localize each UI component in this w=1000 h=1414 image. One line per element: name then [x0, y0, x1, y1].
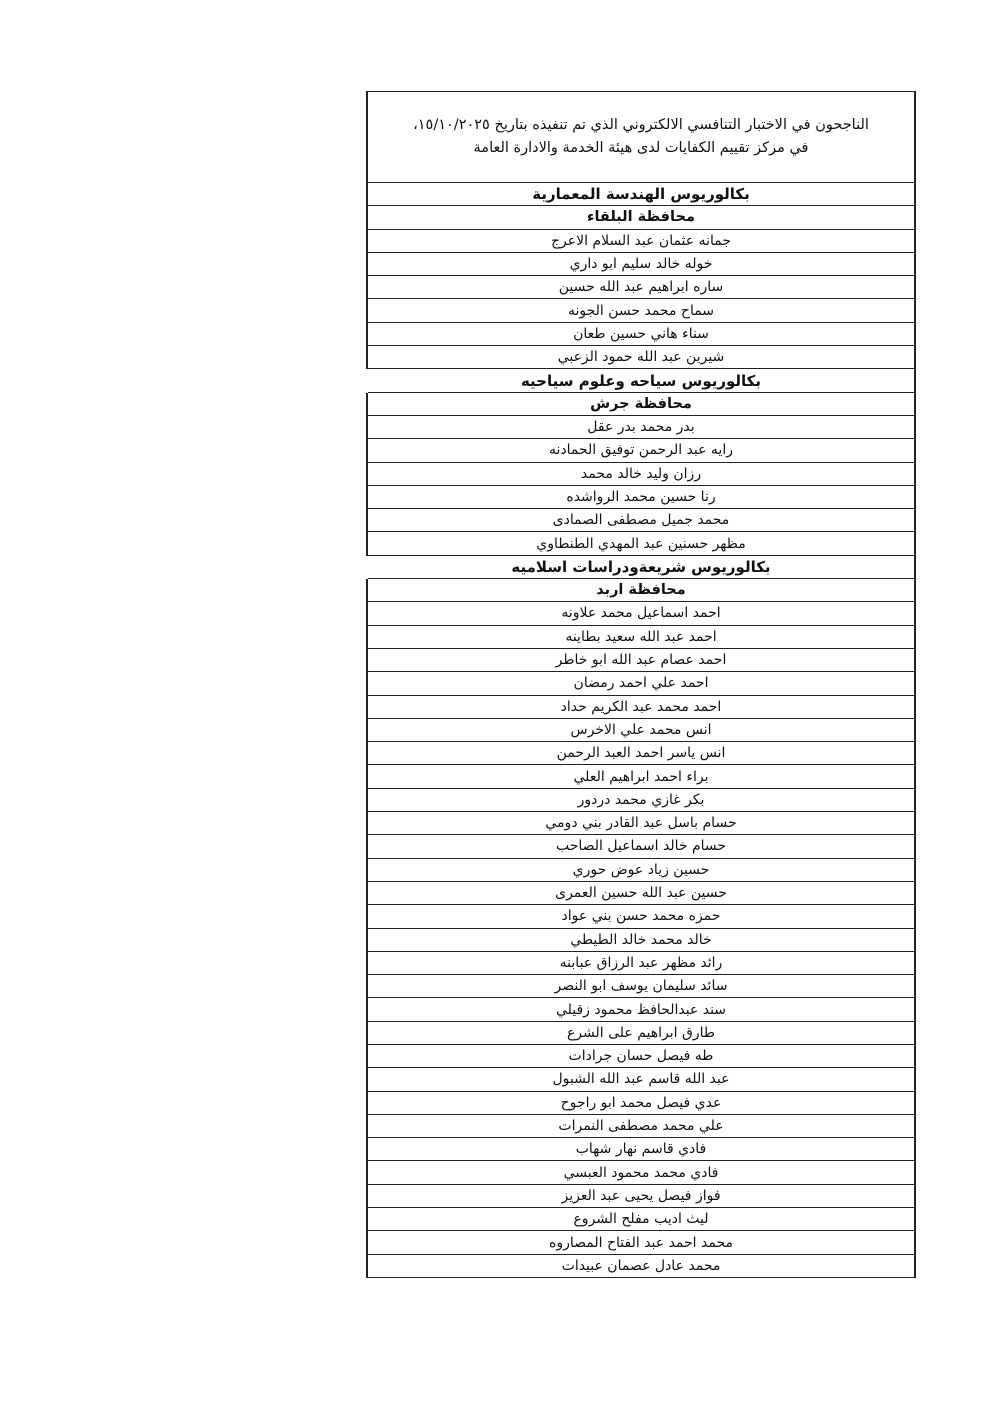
candidate-name: احمد اسماعيل محمد علاونه — [367, 602, 915, 625]
candidate-name: ليث اديب مفلح الشروع — [367, 1208, 915, 1231]
table-row — [367, 765, 915, 788]
table-row — [367, 299, 915, 322]
table-row — [367, 998, 915, 1021]
candidate-name: بدر محمد بدر عقل — [367, 415, 915, 438]
results-table — [366, 91, 916, 1278]
province-title: محافظة البلقاء — [367, 206, 915, 229]
candidate-name: طارق ابراهيم على الشرع — [367, 1021, 915, 1044]
table-row — [367, 252, 915, 275]
candidate-name: سند عبدالحافظ محمود زقيلي — [367, 998, 915, 1021]
candidate-name: بكر غازي محمد دردور — [367, 788, 915, 811]
candidate-name: رزان وليد خالد محمد — [367, 462, 915, 485]
candidate-name: حسام باسل عبد القادر بني دومي — [367, 812, 915, 835]
table-row — [367, 1161, 915, 1184]
table-row — [367, 1184, 915, 1207]
table-row — [367, 975, 915, 998]
section-title: بكالوريوس الهندسة المعمارية — [367, 183, 915, 206]
table-row — [367, 742, 915, 765]
table-row — [367, 462, 915, 485]
candidate-name: انس ياسر احمد العبد الرحمن — [367, 742, 915, 765]
table-row — [367, 625, 915, 648]
candidate-name: سناء هاني حسين طعان — [367, 322, 915, 345]
table-row — [367, 1068, 915, 1091]
table-row — [367, 485, 915, 508]
candidate-name: محمد عادل عصمان عبيدات — [367, 1254, 915, 1277]
table-row — [367, 648, 915, 671]
province-title: محافظة اربد — [367, 579, 915, 602]
candidate-name: خوله خالد سليم ابو داري — [367, 252, 915, 275]
table-row — [367, 346, 915, 369]
table-row — [367, 509, 915, 532]
candidate-name: شيرين عبد الله حمود الزعبي — [367, 346, 915, 369]
candidate-name: علي محمد مصطفى النمرات — [367, 1114, 915, 1137]
table-row — [367, 229, 915, 252]
section-title: بكالوريوس سياحه وعلوم سياحيه — [367, 369, 915, 392]
province-row — [367, 579, 915, 602]
candidate-name: سائد سليمان يوسف ابو النصر — [367, 975, 915, 998]
table-row — [367, 951, 915, 974]
table-row — [367, 1208, 915, 1231]
table-row — [367, 602, 915, 625]
table-row — [367, 812, 915, 835]
candidate-name: عبد الله قاسم عبد الله الشبول — [367, 1068, 915, 1091]
table-row — [367, 1044, 915, 1067]
table-row — [367, 928, 915, 951]
candidate-name: رائد مظهر عبد الرزاق عبابنه — [367, 951, 915, 974]
table-row — [367, 439, 915, 462]
candidate-name: رايه عبد الرحمن توفيق الحمادنه — [367, 439, 915, 462]
table-row — [367, 1021, 915, 1044]
candidate-name: فادي محمد محمود العبسي — [367, 1161, 915, 1184]
table-row — [367, 788, 915, 811]
candidate-name: ساره ابراهيم عبد الله حسين — [367, 276, 915, 299]
candidate-name: احمد عبد الله سعيد بطاينه — [367, 625, 915, 648]
table-row — [367, 1114, 915, 1137]
table-row — [367, 858, 915, 881]
candidate-name: احمد عصام عبد الله ابو خاطر — [367, 648, 915, 671]
candidate-name: احمد محمد عبد الكريم حداد — [367, 695, 915, 718]
table-row — [367, 322, 915, 345]
candidate-name: احمد علي احمد رمضان — [367, 672, 915, 695]
candidate-name: حسين زياد عوض حوري — [367, 858, 915, 881]
table-row — [367, 835, 915, 858]
table-row — [367, 672, 915, 695]
candidate-name: حمزه محمد حسن بني عواد — [367, 905, 915, 928]
section-row — [367, 369, 915, 392]
table-row — [367, 1091, 915, 1114]
candidate-name: فواز فيصل يحيى عبد العزيز — [367, 1184, 915, 1207]
candidate-name: حسين عبد الله حسين العمرى — [367, 881, 915, 904]
candidate-name: مظهر حسنين عبد المهدي الطنطاوي — [367, 532, 915, 555]
section-title: بكالوريوس شريعةودراسات اسلاميه — [367, 555, 915, 578]
table-row — [367, 1231, 915, 1254]
candidate-name: عدي فيصل محمد ابو راجوح — [367, 1091, 915, 1114]
candidate-name: حسام خالد اسماعيل الصاحب — [367, 835, 915, 858]
header-line-2: في مركز تقييم الكفايات لدى هيئة الخدمة والادارة العامة — [473, 140, 809, 156]
candidate-name: فادي قاسم نهار شهاب — [367, 1138, 915, 1161]
header-cell — [367, 92, 915, 183]
table-row — [367, 881, 915, 904]
table-row — [367, 695, 915, 718]
table-row — [367, 415, 915, 438]
province-title: محافظة جرش — [367, 392, 915, 415]
candidate-name: جمانه عثمان عبد السلام الاعرج — [367, 229, 915, 252]
candidate-name: انس محمد علي الاخرس — [367, 718, 915, 741]
province-row — [367, 206, 915, 229]
candidate-name: محمد احمد عبد الفتاح المصاروه — [367, 1231, 915, 1254]
table-row — [367, 276, 915, 299]
table-row — [367, 1254, 915, 1277]
header-line-1: الناجحون في الاختبار التنافسي الالكتروني الذي تم تنفيذه بتاريخ ١٥/١٠/٢٠٢٥، — [413, 117, 869, 133]
section-row — [367, 183, 915, 206]
candidate-name: طه فيصل حسان جرادات — [367, 1044, 915, 1067]
candidate-name: محمد جميل مصطفى الصمادى — [367, 509, 915, 532]
candidate-name: خالد محمد خالد الطيطي — [367, 928, 915, 951]
table-row — [367, 1138, 915, 1161]
table-row — [367, 718, 915, 741]
table-row — [367, 905, 915, 928]
section-row — [367, 555, 915, 578]
table-row — [367, 532, 915, 555]
candidate-name: سماح محمد حسن الجونه — [367, 299, 915, 322]
candidate-name: براء احمد ابراهيم العلي — [367, 765, 915, 788]
candidate-name: رنا حسين محمد الرواشده — [367, 485, 915, 508]
province-row — [367, 392, 915, 415]
header-row — [367, 92, 915, 183]
